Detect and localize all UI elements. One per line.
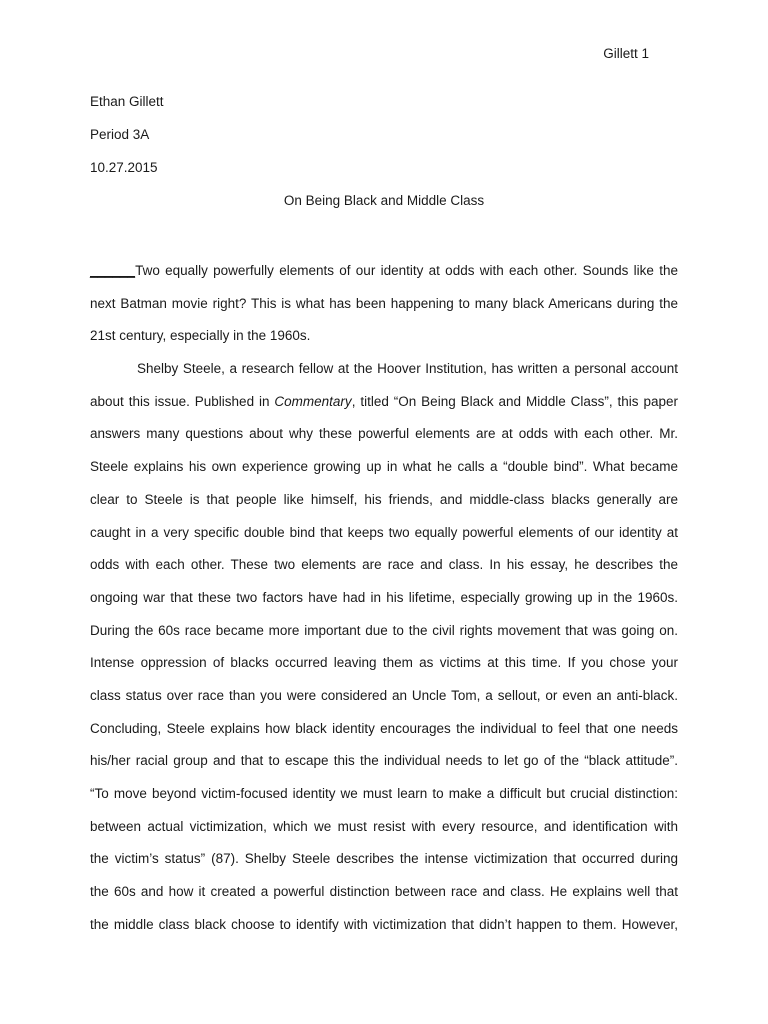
fill-blank: ______	[90, 263, 136, 278]
paragraph-2-line: odds with each other. These two elements are race and class. In his essay, he describes the	[90, 557, 678, 573]
essay-date: 10.27.2015	[90, 160, 158, 175]
class-period: Period 3A	[90, 127, 150, 142]
paragraph-2-line: During the 60s race became more important due to the civil rights movement that was going on.	[90, 622, 678, 638]
paragraph-1-line-3: 21st century, especially in the 1960s.	[90, 328, 311, 344]
paragraph-2-line: the 60s and how it created a powerful distinction between race and class. He explains well that	[90, 884, 678, 900]
paragraph-2-line: Intense oppression of blacks occurred leaving them as victims at this time. If you chose your	[90, 655, 678, 671]
paragraph-1-text: Two equally powerfully elements of our identity at odds with each other. Sounds like the	[135, 263, 678, 278]
paragraph-2-line: between actual victimization, which we must resist with every resource, and identification with	[90, 818, 678, 834]
paragraph-2-text-pre: about this issue. Published in	[90, 393, 275, 409]
author-name: Ethan Gillett	[90, 94, 164, 109]
paragraph-2-line: the victim’s status” (87). Shelby Steele describes the intense victimization that occurred during	[90, 851, 678, 867]
paragraph-2-line: clear to Steele is that people like himself, his friends, and middle-class blacks generally are	[90, 491, 678, 507]
paragraph-2-line: his/her racial group and that to escape this the individual needs to let go of the “black attitude”.	[90, 753, 678, 769]
paragraph-1-line-2: next Batman movie right? This is what has been happening to many black Americans during the	[90, 295, 678, 311]
essay-body	[90, 255, 678, 941]
journal-title: Commentary	[274, 393, 352, 409]
paragraph-2-line: answers many questions about why these powerful elements are at odds with each other. Mr.	[90, 426, 678, 442]
paragraph-2-text-post: , titled “On Being Black and Middle Class”, this paper	[351, 393, 678, 409]
paragraph-2-line: “To move beyond victim-focused identity we must learn to make a difficult but crucial distinction:	[90, 786, 678, 801]
paragraph-2-line: the middle class black choose to identify with victimization that didn’t happen to them. However,	[90, 916, 678, 932]
paragraph-1-line-1	[90, 255, 678, 288]
essay-title: On Being Black and Middle Class	[283, 193, 485, 208]
paragraph-2-line: caught in a very specific double bind that keeps two equally powerful elements of our identity at	[90, 524, 678, 540]
paragraph-2-line: Steele explains his own experience growing up in what he calls a “double bind”. What became	[90, 459, 678, 475]
paragraph-2-line-2	[90, 386, 678, 419]
running-head: Gillett 1	[603, 46, 649, 61]
paragraph-2-line: Concluding, Steele explains how black identity encourages the individual to feel that one needs	[90, 720, 678, 736]
paragraph-2-line: ongoing war that these two factors have had in his lifetime, especially growing up in the 1960s.	[90, 589, 678, 605]
mla-heading	[90, 92, 678, 224]
paragraph-2-line: class status over race than you were considered an Uncle Tom, a sellout, or even an anti-black.	[90, 687, 678, 703]
paragraph-2-line-1: Shelby Steele, a research fellow at the Hoover Institution, has written a personal account	[137, 361, 678, 377]
